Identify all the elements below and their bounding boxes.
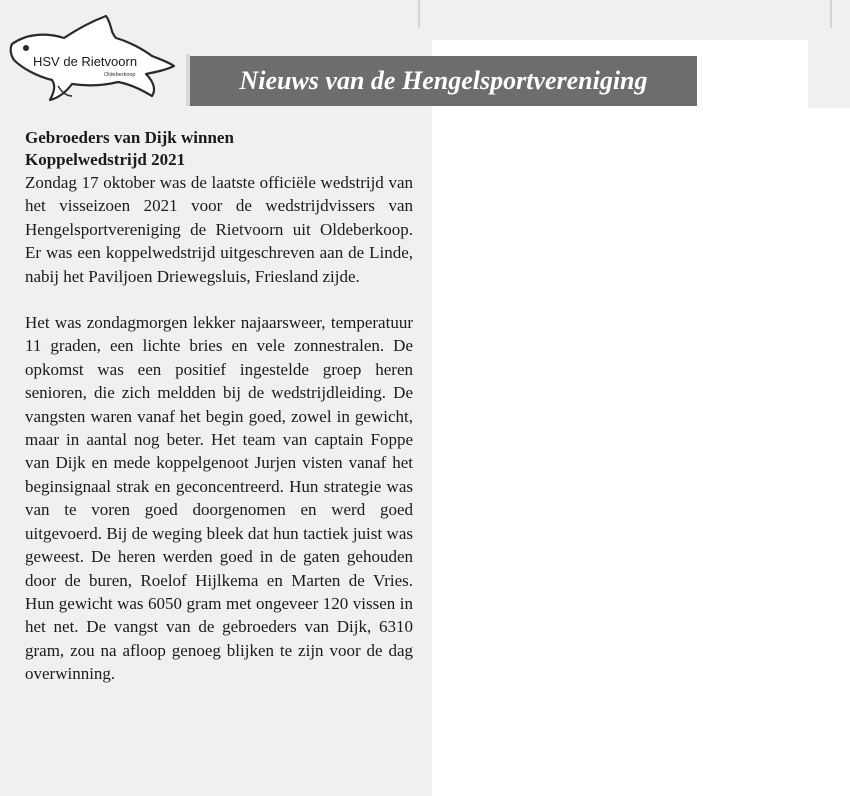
article-paragraph-1: Zondag 17 oktober was de laatste officiële wedstrijd van het visseizoen 2021 voor de wedstrijdvissers van Hengelsportvereniging de Rietvoorn uit Oldeberkoop. Er was een koppelwedstrijd uitgeschreven aan de Linde, nabij het Paviljoen Driewegsluis, Friesland zijde.: [25, 173, 413, 286]
club-logo: [6, 12, 176, 104]
bleed-through-box: [418, 0, 832, 28]
section-banner: Nieuws van de Hengelsportvereniging: [190, 56, 697, 106]
news-article: [25, 127, 413, 686]
logo-name: HSV de Rietvoorn: [33, 54, 138, 69]
logo-subtitle: Oldeberkoop: [104, 72, 136, 78]
article-headline-line-1: Gebroeders van Dijk winnen: [25, 128, 234, 147]
article-headline-line-2: Koppelwedstrijd 2021: [25, 150, 186, 169]
scan-right-strip: [808, 40, 850, 108]
article-paragraph-2: Het was zondagmorgen lekker najaarsweer, temperatuur 11 graden, een lichte bries en vele zonnestralen. De opkomst was een positief ingestelde groep heren senioren, die zich meldden bij de wedstrijdleiding. De vangsten waren vanaf het begin goed, zowel in gewicht, maar in aantal nog beter. Het team van captain Foppe van Dijk en mede koppelgenoot Jurjen visten vanaf het beginsignaal strak en geconcentreerd. Hun strategie was van te voren goed doorgenomen en werd goed uitgevoerd. Bij de weging bleek dat hun tactiek juist was geweest. De heren werden goed in de gaten gehouden door de buren, Roelof Hijlkema en Marten de Vries. Hun gewicht was 6050 gram met ongeveer 120 vissen in het net. De vangst van de gebroeders van Dijk, 6310 gram, zou na afloop genoeg blijken te zijn voor de dag overwinning.: [25, 313, 413, 684]
